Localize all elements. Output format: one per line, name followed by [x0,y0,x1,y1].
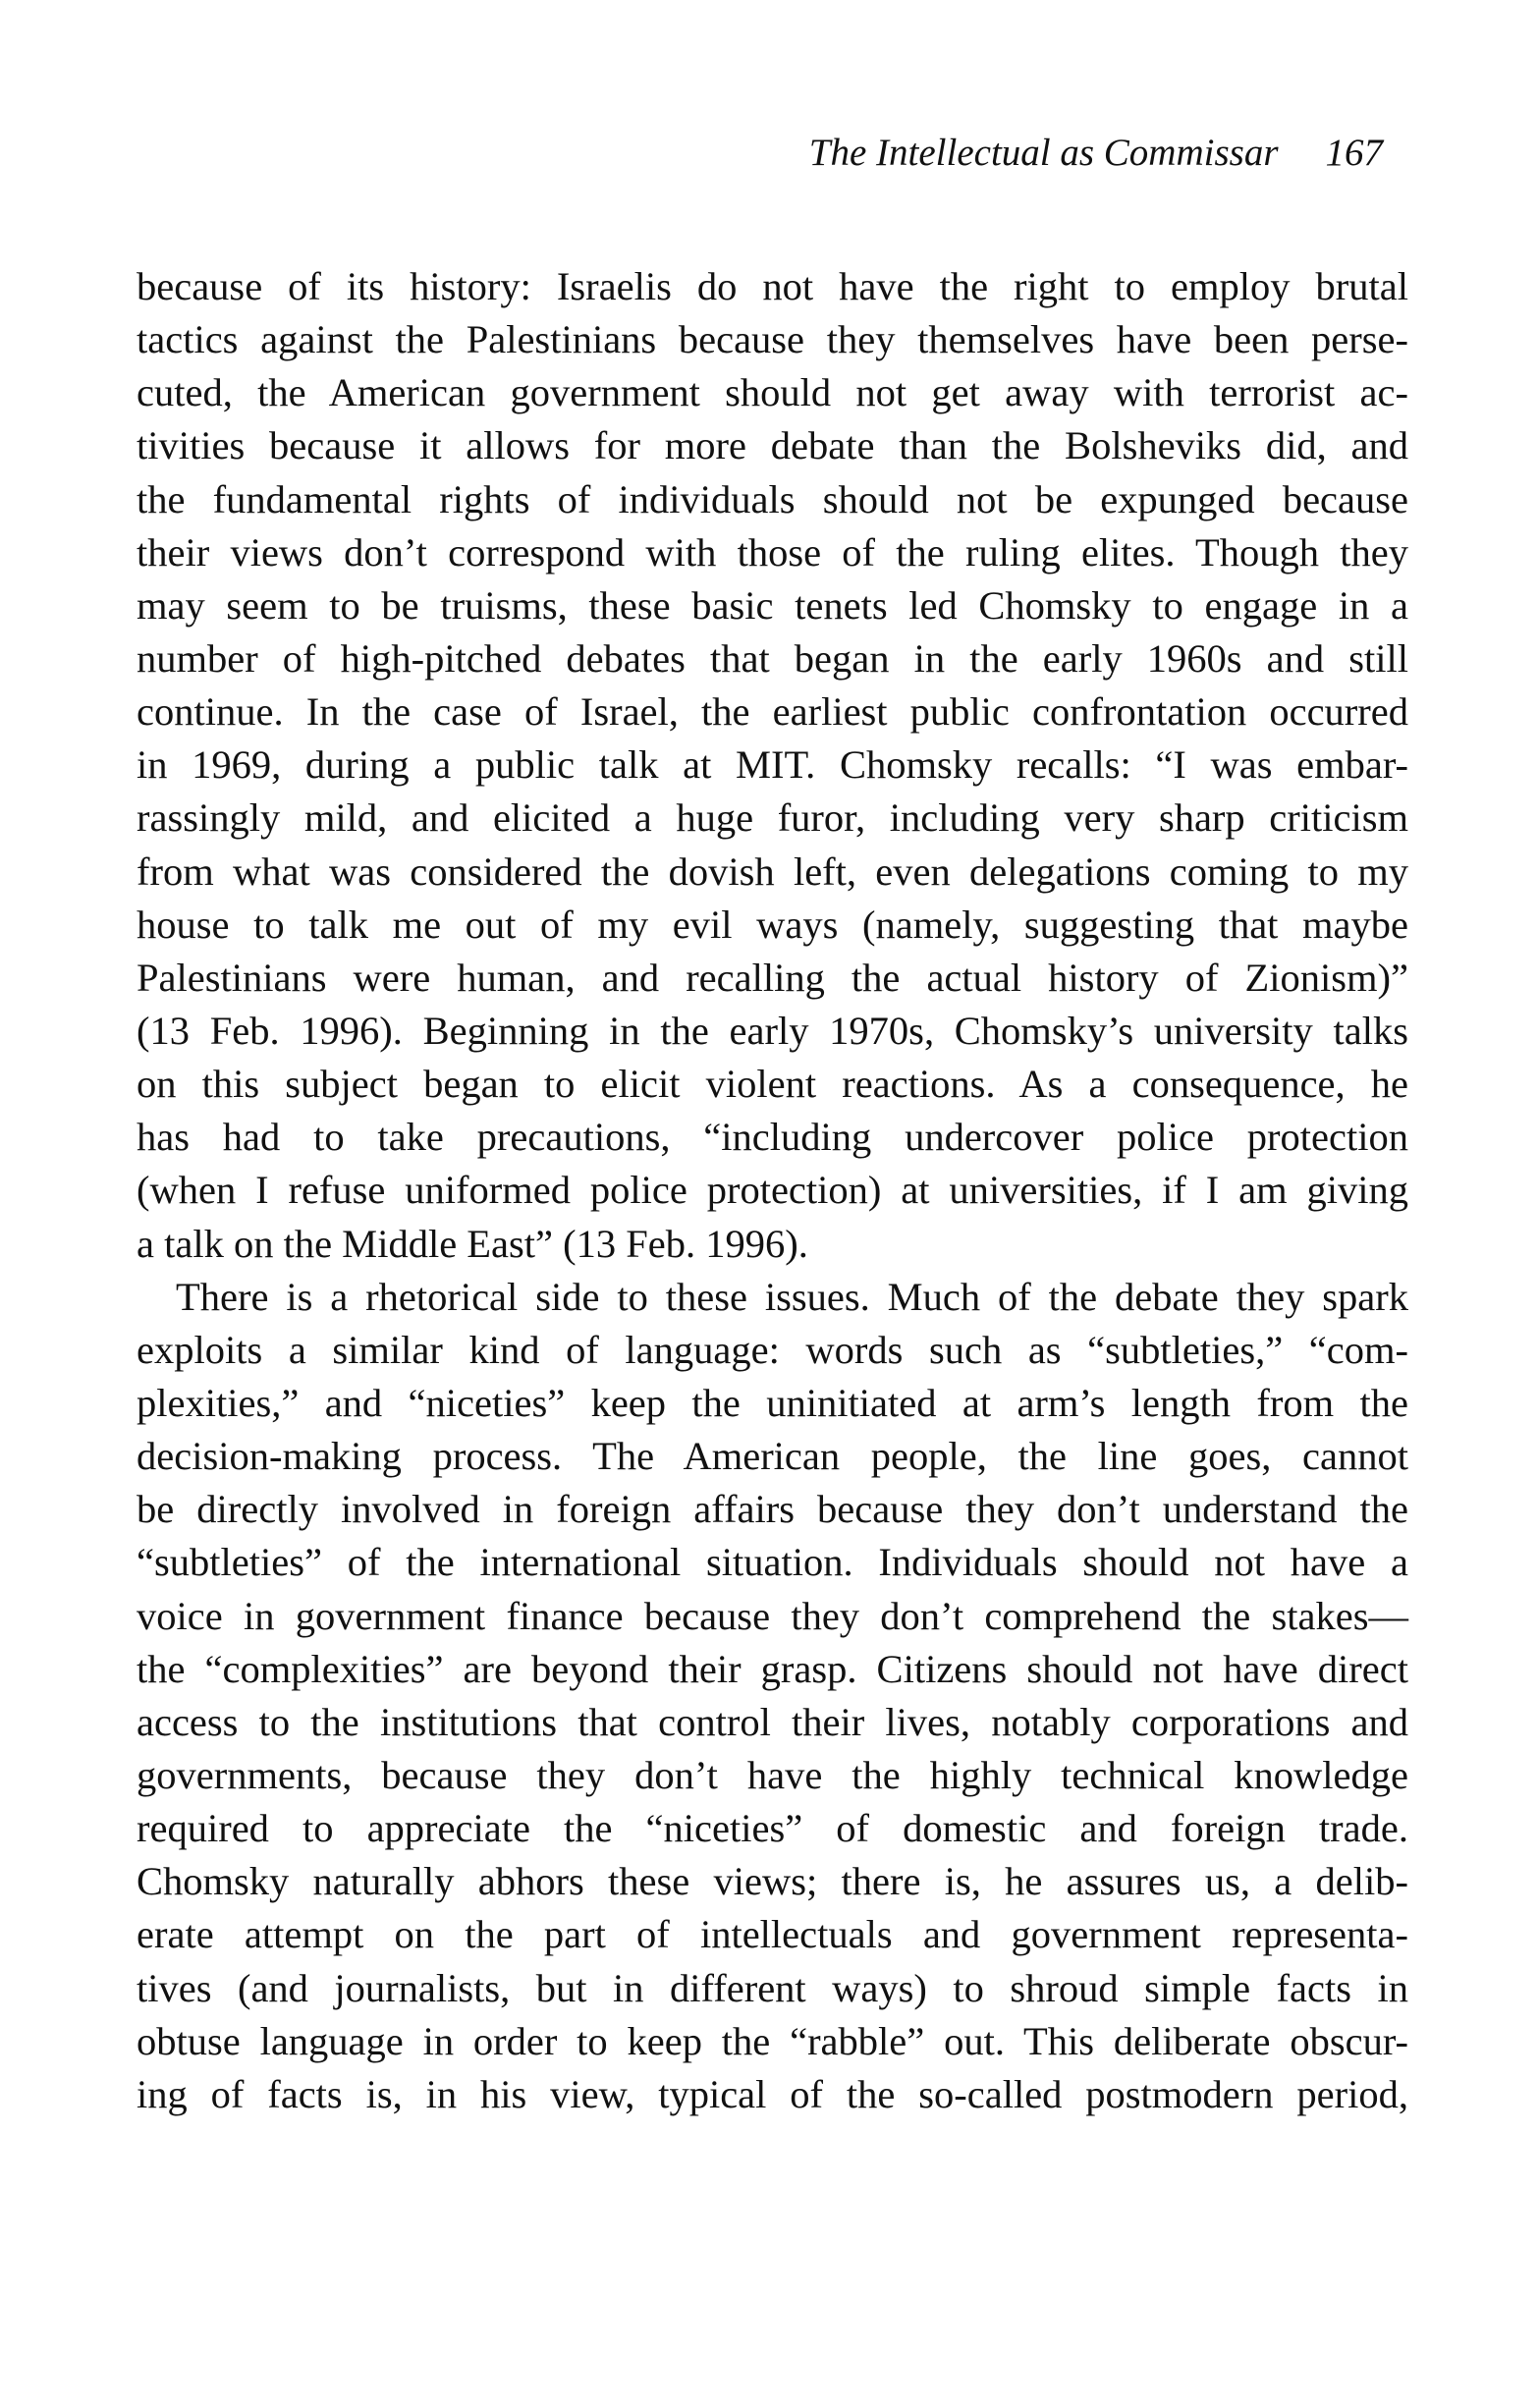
text-line: tactics against the Palestinians because they themselves have been perse- [137,317,1408,362]
text-line: voice in government finance because they don’t comprehend the stakes— [137,1593,1408,1638]
text-line: the fundamental rights of individuals should not be expunged because [137,476,1408,521]
text-line: on this subject began to elicit violent reactions. As a consequence, he [137,1062,1408,1107]
text-line: may seem to be truisms, these basic tenets led Chomsky to engage in a [137,582,1408,628]
text-line: (13 Feb. 1996). Beginning in the early 1970s, Chomsky’s university talks [137,1008,1408,1053]
text-line: access to the institutions that control their lives, notably corporations and [137,1699,1408,1744]
paragraph-2 [137,1271,1408,2121]
text-line: required to appreciate the “niceties” of domestic and foreign trade. [137,1806,1408,1851]
running-title: The Intellectual as Commissar [808,132,1279,174]
text-line: Chomsky naturally abhors these views; there is, he assures us, a delib- [137,1859,1408,1904]
text-line: rassingly mild, and elicited a huge furor, including very sharp criticism [137,795,1408,841]
text-line: a talk on the Middle East” (13 Feb. 1996). [137,1221,808,1266]
text-line: obtuse language in order to keep the “rabble” out. This deliberate obscur- [137,2018,1408,2063]
text-line: erate attempt on the part of intellectuals and government representa- [137,1912,1408,1957]
text-line: their views don’t correspond with those of the ruling elites. Though they [137,529,1408,575]
text-line: the “complexities” are beyond their grasp. Citizens should not have direct [137,1646,1408,1691]
text-line: continue. In the case of Israel, the earliest public confrontation occurred [137,689,1408,735]
text-line: number of high-pitched debates that began in the early 1960s and still [137,635,1408,681]
text-line: house to talk me out of my evil ways (namely, suggesting that maybe [137,902,1408,947]
text-line: be directly involved in foreign affairs because they don’t understand the [137,1487,1408,1532]
text-line: governments, because they don’t have the highly technical knowledge [137,1752,1408,1797]
text-line: has had to take precautions, “including undercover police protection [137,1115,1408,1160]
text-line: (when I refuse uniformed police protection) at universities, if I am giving [137,1168,1408,1213]
page-number: 167 [1325,132,1383,174]
running-head [0,134,1383,172]
text-line: decision-making process. The American people, the line goes, cannot [137,1434,1408,1479]
paragraph-1 [137,260,1408,1271]
text-line: from what was considered the dovish left, even delegations coming to my [137,848,1408,894]
text-line: in 1969, during a public talk at MIT. Chomsky recalls: “I was embar- [137,742,1408,788]
text-line: exploits a similar kind of language: words such as “subtleties,” “com- [137,1327,1408,1372]
text-line: Palestinians were human, and recalling the actual history of Zionism)” [137,955,1408,1000]
text-line: “subtleties” of the international situation. Individuals should not have a [137,1540,1408,1585]
text-line: cuted, the American government should not get away with terrorist ac- [137,370,1408,415]
text-line: There is a rhetorical side to these issues. Much of the debate they spark [176,1274,1408,1319]
text-line: plexities,” and “niceties” keep the uninitiated at arm’s length from the [137,1380,1408,1425]
text-line: ing of facts is, in his view, typical of the so-called postmodern period, [137,2071,1408,2116]
text-line: tivities because it allows for more debate than the Bolsheviks did, and [137,423,1408,468]
body-text [137,260,1408,2121]
text-line: because of its history: Israelis do not have the right to employ brutal [137,264,1408,308]
text-line: tives (and journalists, but in different ways) to shroud simple facts in [137,1965,1408,2010]
